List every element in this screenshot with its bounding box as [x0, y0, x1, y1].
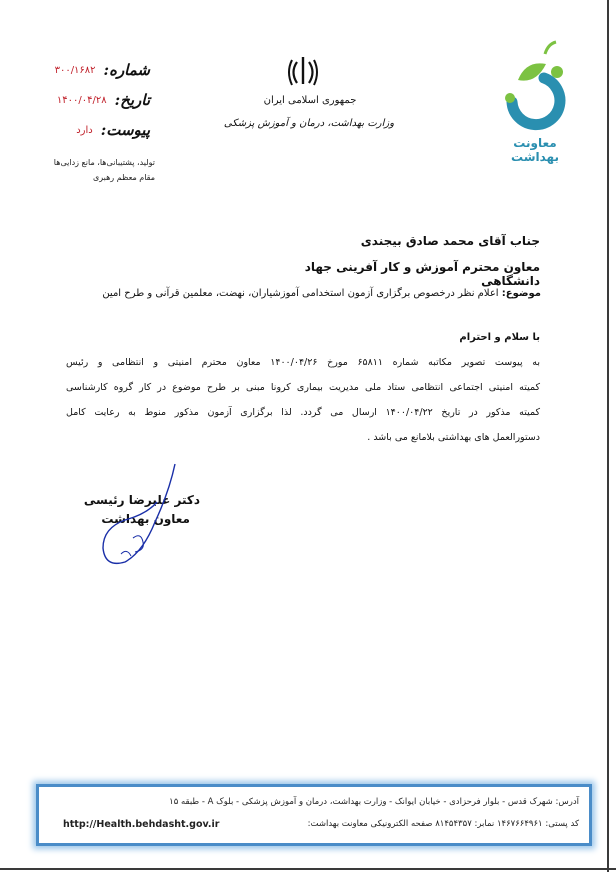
letter-number-row — [40, 58, 150, 82]
letter-date-row — [40, 88, 150, 112]
date-label: تاریخ: — [114, 91, 150, 109]
page-edge-right — [607, 0, 609, 872]
body-line: به پیوست تصویر مکاتبه شماره ۶۵۸۱۱ مورخ ۱۴۰۰/۰۴/۲۶ معاون محترم امنیتی و انتظامی و رئیس — [66, 357, 540, 368]
republic-name: جمهوری اسلامی ایران — [263, 95, 357, 106]
subject-label: موضوع: — [501, 288, 541, 299]
signer-title: معاون بهداشت — [101, 512, 190, 526]
body-line: کمیته امنیتی اجتماعی انتظامی ستاد ملی مدیریت بیماری کرونا مبنی بر طرح موضوع در کار گروه کارشناسی — [66, 382, 540, 393]
date-value: ۱۴۰۰/۰۴/۲۸ — [56, 94, 107, 106]
letter-attachment-row — [40, 118, 150, 142]
year-slogan — [35, 155, 155, 185]
logo-caption: معاونت بهداشت — [511, 136, 559, 164]
iran-emblem-icon — [286, 54, 320, 88]
attachment-label: پیوست: — [100, 121, 150, 139]
handwritten-signature-icon — [85, 462, 195, 572]
body-line: کمیته مذکور در تاریخ ۱۴۰۰/۰۴/۲۲ ارسال می گردد. لذا برگزاری آزمون مذکور منوط به رعایت کامل — [66, 407, 540, 418]
page-edge-bottom — [0, 868, 616, 870]
letterhead-footer — [36, 784, 592, 846]
slogan-attribution: مقام معظم رهبری — [92, 173, 155, 182]
footer-contact: کد پستی: ۱۴۶۷۶۶۴۹۶۱ نمابر: ۸۱۴۵۴۳۵۷ صفحه الکترونیکی معاونت بهداشت: — [307, 819, 579, 829]
ministry-name: وزارت بهداشت، درمان و آموزش پزشکی — [223, 118, 395, 129]
footer-address: آدرس: شهرک قدس - بلوار فرحزادی - خیابان ایوانک - وزارت بهداشت، درمان و آموزش پزشکی - بلوک A - طبقه ۱۵ — [169, 797, 579, 807]
slogan-text: تولید، پشتیبانی‌ها، مانع زدایی‌ها — [53, 158, 155, 167]
body-line: دستورالعمل های بهداشتی بلامانع می باشد . — [367, 432, 540, 443]
addressee-title: معاون محترم آموزش و کار آفرینی جهاد دانشگاهی — [304, 260, 540, 288]
subject-text: اعلام نظر درخصوص برگزاری آزمون استخدامی آموزشیاران، نهضت، معلمین قرآنی و طرح امین — [102, 288, 499, 299]
number-label: شماره: — [103, 61, 150, 79]
attachment-value: دارد — [76, 124, 93, 136]
greeting: با سلام و احترام — [459, 332, 540, 343]
number-value: ۳۰۰/۱۶۸۲ — [54, 64, 96, 76]
footer-website-link[interactable]: http://Health.behdasht.gov.ir — [63, 819, 220, 830]
addressee-name: جناب آقای محمد صادق بیجندی — [360, 234, 540, 248]
subject-line — [95, 288, 541, 299]
signer-name: دکتر علیرضا رئیسی — [83, 493, 200, 507]
